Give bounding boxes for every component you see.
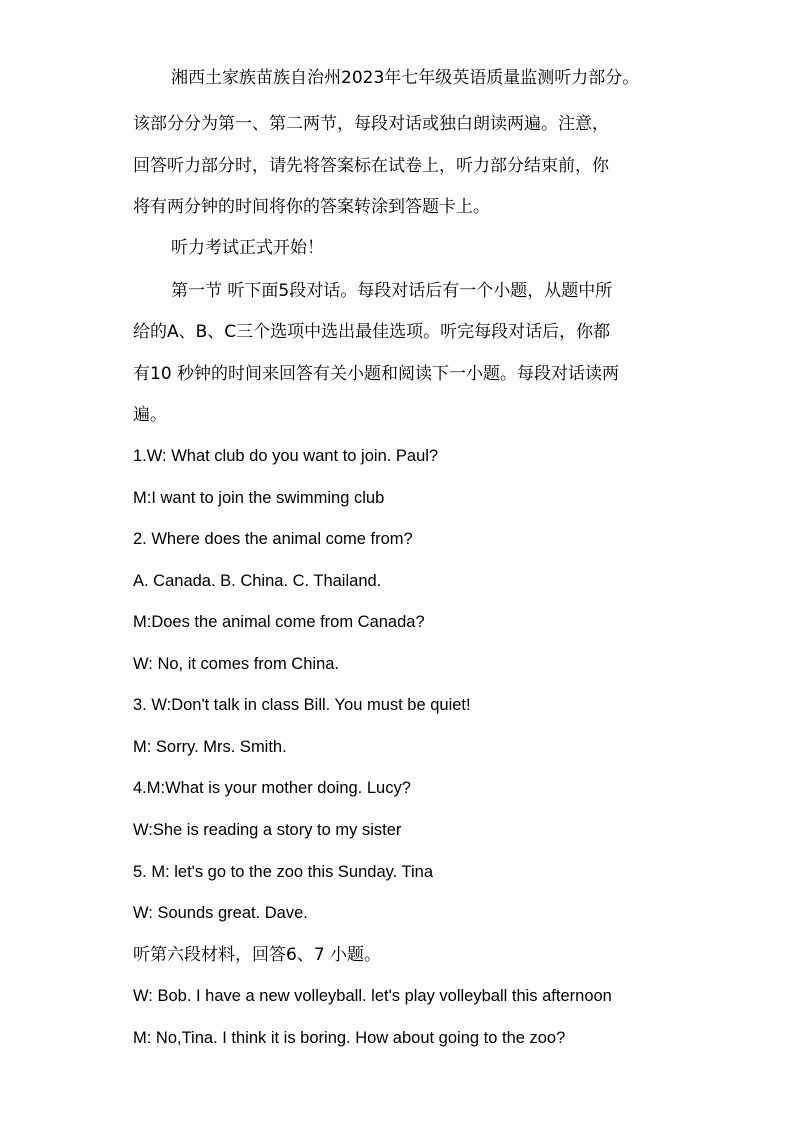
dialogue-line-5: M:Does the animal come from Canada? — [133, 613, 425, 631]
intro-line-2: 该部分分为第一、第二两节，每段对话或独白朗读两遍。注意， — [133, 114, 609, 134]
section1-line-4: 遍。 — [133, 405, 167, 425]
dialogue-line-3: 2. Where does the animal come from? — [133, 530, 413, 548]
intro-line-1: 湘西土家族苗族自治州2023年七年级英语质量监测听力部分。 — [171, 68, 640, 88]
section1-line-2: 给的A、B、C三个选项中选出最佳选项。听完每段对话后，你都 — [133, 322, 611, 342]
dialogue-six-line-2: M: No,Tina. I think it is boring. How about going to the zoo? — [133, 1029, 566, 1047]
section1-line-1: 第一节 听下面5段对话。每段对话后有一个小题，从题中所 — [171, 281, 613, 301]
dialogue-line-2: M:I want to join the swimming club — [133, 489, 385, 507]
dialogue-line-7: 3. W:Don't talk in class Bill. You must be quiet! — [133, 696, 471, 714]
section1-line-3: 有10 秒钟的时间来回答有关小题和阅读下一小题。每段对话读两 — [133, 364, 620, 384]
dialogue-line-10: W:She is reading a story to my sister — [133, 821, 402, 839]
dialogue-six-line-1: W: Bob. I have a new volleyball. let's play volleyball this afternoon — [133, 987, 612, 1005]
intro-line-4: 将有两分钟的时间将你的答案转涂到答题卡上。 — [133, 197, 490, 217]
dialogue-line-8: M: Sorry. Mrs. Smith. — [133, 738, 287, 756]
dialogue-line-9: 4.M:What is your mother doing. Lucy? — [133, 779, 411, 797]
dialogue-line-12: W: Sounds great. Dave. — [133, 904, 308, 922]
dialogue-line-1: 1.W: What club do you want to join. Paul? — [133, 447, 439, 465]
dialogue-line-11: 5. M: let's go to the zoo this Sunday. Tina — [133, 863, 434, 881]
intro-line-3: 回答听力部分时，请先将答案标在试卷上，听力部分结束前，你 — [133, 156, 609, 176]
dialogue-line-4: A. Canada. B. China. C. Thailand. — [133, 572, 382, 590]
section-six-heading: 听第六段材料，回答6、7 小题。 — [133, 945, 382, 965]
start-notice: 听力考试正式开始！ — [171, 238, 324, 258]
dialogue-line-6: W: No, it comes from China. — [133, 655, 340, 673]
